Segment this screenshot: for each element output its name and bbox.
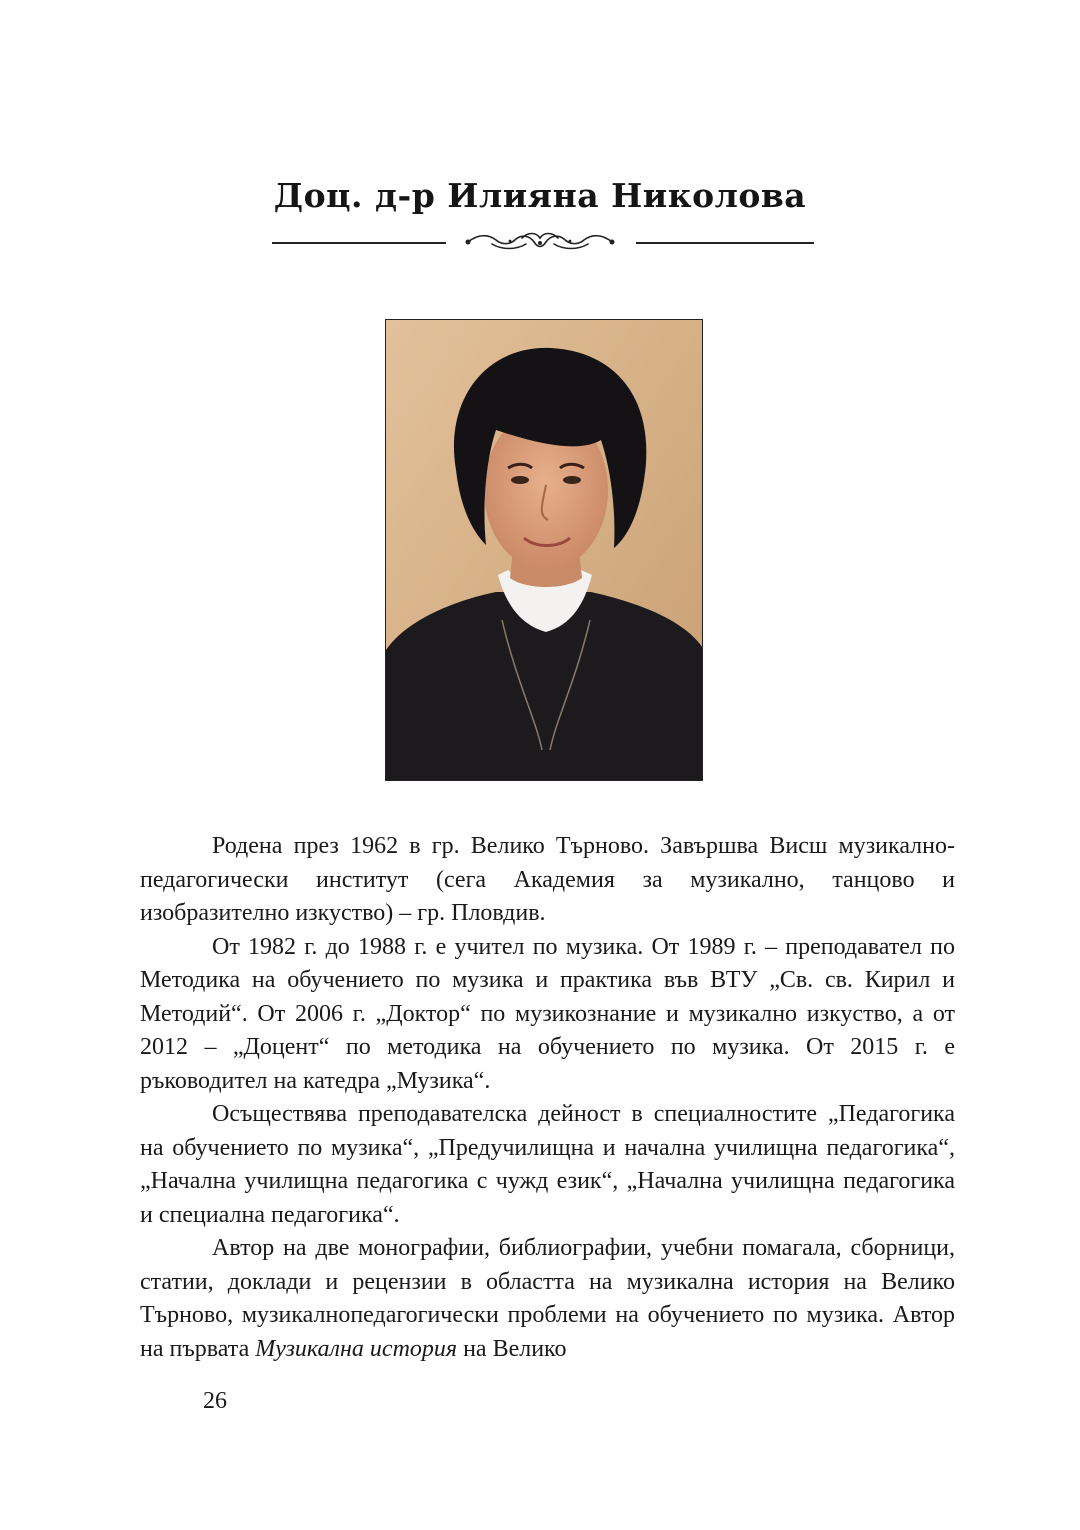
paragraph: Родена през 1962 в гр. Велико Търново. Завършва Висш музикално-педагогически институт (сега Академия за музикално, танцово и изобразително изкуство) – гр. Пловдив.: [140, 833, 955, 926]
paragraph: От 1982 г. до 1988 г. е учител по музика. От 1989 г. – преподавател по Методика на обучението по музика и практика във ВТУ „Св. св. Кирил и Методий“. От 2006 г. „Доктор“ по музикознание и музикално изкуство, а от 2012 – „Доцент“ по методика на обучението по музика. От 2015 г. е ръководител на катедра „Музика“.: [140, 933, 955, 1094]
paragraph: Осъществява преподавателска дейност в специалностите „Педагогика на обучението по музика“, „Предучилищна и начална училищна педагогика“, „Начална училищна педагогика с чужд език“, „Начална училищна педагогика и специална педагогика“.: [140, 1101, 955, 1228]
portrait-photo: [385, 319, 703, 781]
portrait-photo-icon: [386, 320, 703, 781]
paragraph-text: Автор на две монографии, библиографии, учебни помагала, сборници, статии, доклади и рецензии в областта на музикална история на Велико Търново, музикалнопедагогически проблеми на обучението по музика. Автор на първата: [140, 1235, 955, 1362]
paragraph: [140, 1232, 955, 1366]
page-number: 26: [203, 1388, 227, 1414]
title-rule-right: [636, 242, 814, 244]
page-title: Доц. д-р Илияна Николова: [273, 176, 807, 215]
ornament-flourish-icon: [462, 230, 618, 254]
italic-book-title: Музикална история: [255, 1335, 458, 1362]
biography-text: [140, 830, 955, 1366]
title-rule-left: [272, 242, 446, 244]
paragraph-text: на Велико: [457, 1335, 567, 1362]
